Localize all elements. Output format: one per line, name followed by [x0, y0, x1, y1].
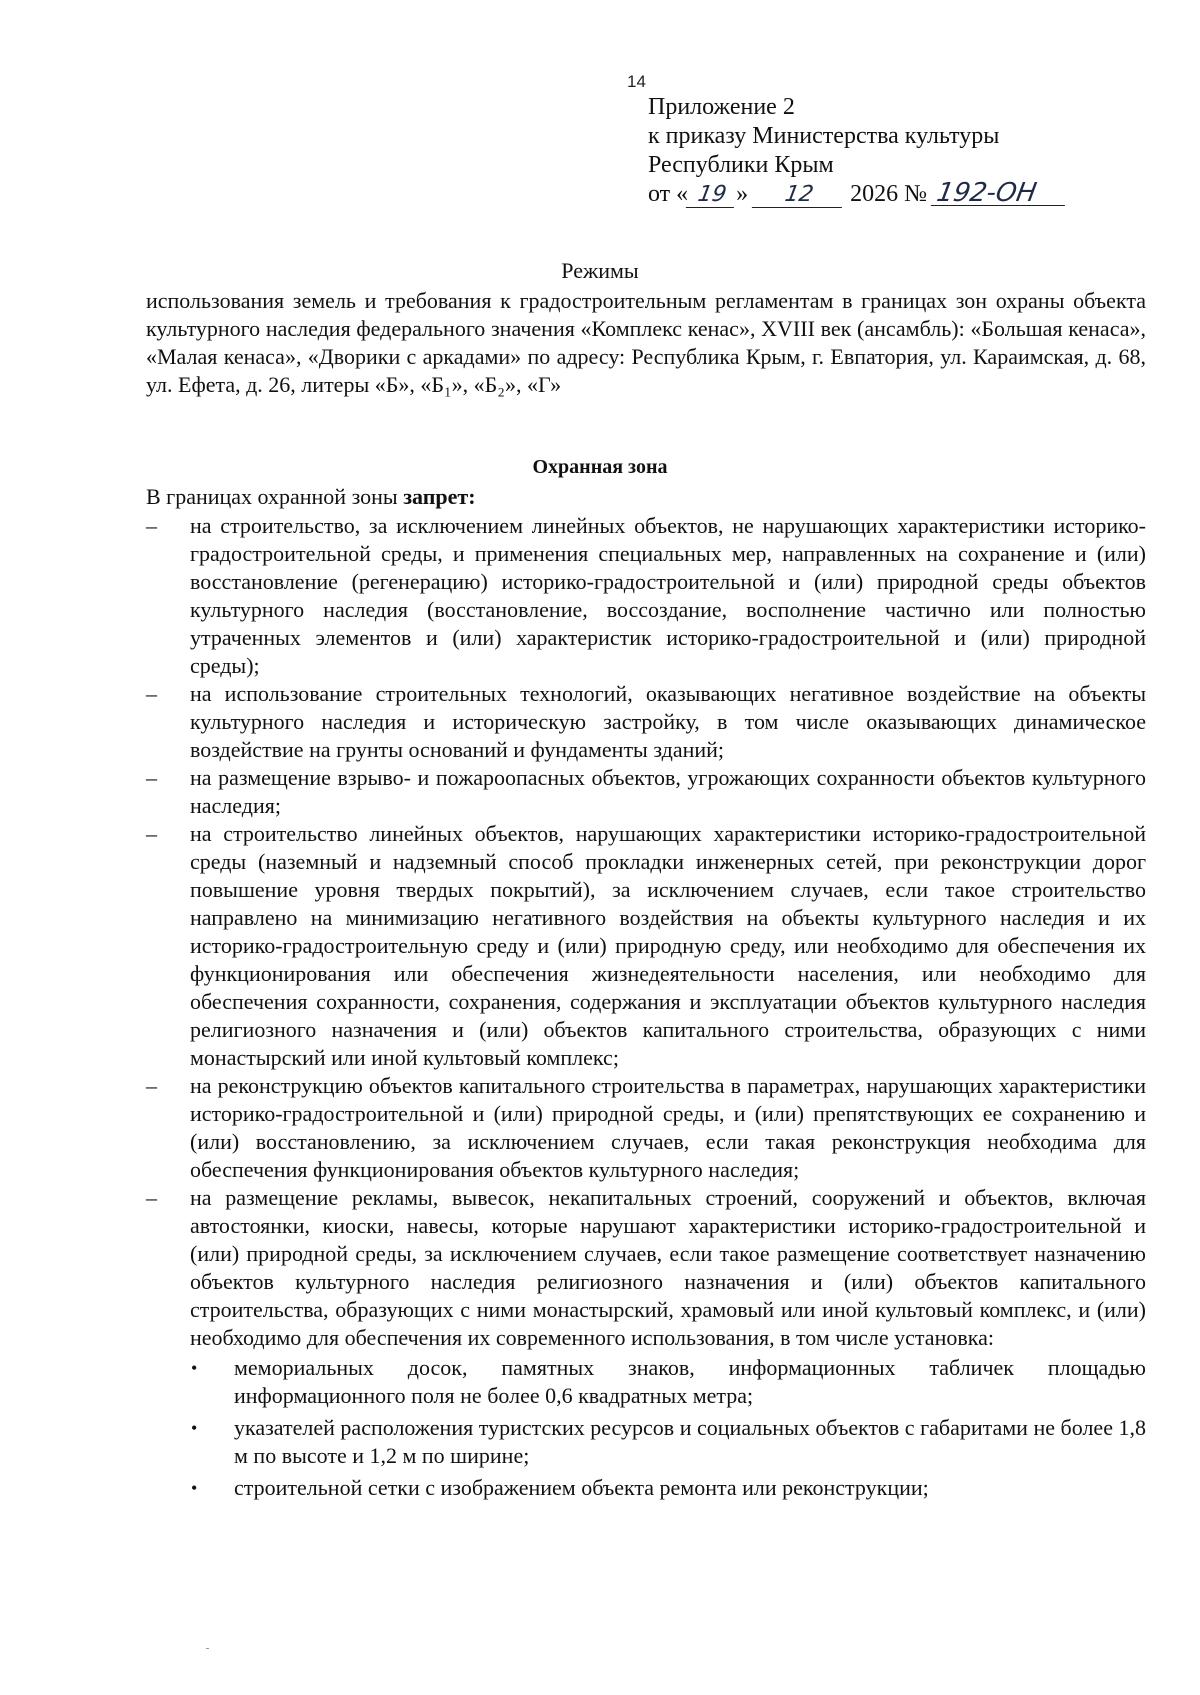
section-heading: Охранная зона — [532, 456, 668, 478]
date-prefix: от « — [648, 181, 689, 207]
order-number-handwritten: 192-ОН — [931, 181, 1069, 206]
list-item-text: на строительство, за исключением линейных объектов, не нарушающих характеристики историко-градостроительной среды, и применения специальных мер, направленных на сохранение и (или) восстановление (регенерацию) историко-градостроительной и (или) природной среды объектов культурного наследия (восстановление, воссоздание, восполнение частично или полностью утраченных элементов и (или) характеристик историко-градостроительной и (или) природной среды); — [190, 513, 1146, 678]
dash-marker: – — [146, 513, 157, 538]
date-day-handwritten: 19 — [686, 183, 738, 208]
list-item-text: на строительство линейных объектов, нарушающих характеристики историко-градостроительной среды (наземный и надземный способ прокладки инженерных сетей, при реконструкции дорог повышение уровня твердых покрытий), за исключением случаев, если такое строительство направлено на минимизацию негативного воздействия на объекты культурного наследия и их историко-градостроительную среду и (или) природную среду, или необходимо для обеспечения их функционирования или обеспечения жизнедеятельности населения, или необходимо для обеспечения сохранности, сохранения, содержания и эксплуатации объектов культурного наследия религиозного назначения и (или) объектов капитального строительства, образующих с ними монастырский или иной культовый комплекс; — [190, 821, 1146, 1070]
dash-marker: – — [146, 1073, 157, 1098]
date-year: 2026 № — [850, 181, 928, 207]
document-title: Режимы — [561, 258, 639, 283]
order-date-line — [648, 180, 1168, 209]
sublist-item-text: мемориальных досок, памятных знаков, информационных табличек площадью информационного поля не более 0,6 квадратных метра; — [234, 1355, 1146, 1408]
bullet-marker: • — [191, 1418, 198, 1438]
sublist-item — [190, 1354, 1146, 1410]
date-mid: » — [736, 181, 749, 207]
sublist-item — [190, 1474, 1146, 1502]
list-item-text: на использование строительных технологий, оказывающих негативное воздействие на объекты культурного наследия и историческую застройку, в том числе оказывающих динамическое воздействие на грунты оснований и фундаменты зданий; — [190, 681, 1146, 762]
intro-bold: запрет: — [403, 484, 476, 509]
list-item — [146, 512, 1146, 680]
order-reference: к приказу Министерства культуры — [648, 123, 1000, 149]
appendix-label: Приложение 2 — [648, 94, 795, 120]
document-title-body: использования земель и требования к градостроительным регламентам в границах зон охраны объекта культурного наследия федерального значения «Комплекс кенас», XVIII век (ансамбль): «Большая кенаса», «Малая кенаса», «Дворики с аркадами» по адресу: Республика Крым, г. Евпатория, ул. Караимская, д. 68, ул. Ефета, д. 26, литеры «Б», «Б₁», «Б₂», «Г» — [146, 288, 1146, 397]
prohibitions-list — [146, 512, 1146, 1506]
list-item-text: на реконструкцию объектов капитального строительства в параметрах, нарушающих характеристики историко-градостроительной и (или) природной среды, и (или) препятствующих ее сохранению и (или) восстановлению, за исключением случаев, если такая реконструкция необходима для обеспечения функционирования объектов культурного наследия; — [190, 1073, 1146, 1182]
list-item-text: на размещение взрыво- и пожароопасных объектов, угрожающих сохранности объектов культурного наследия; — [190, 765, 1146, 818]
republic-label: Республики Крым — [648, 152, 834, 178]
appendix-header — [648, 93, 1168, 209]
bullet-marker: • — [191, 1358, 198, 1378]
date-month-handwritten: 12 — [752, 183, 846, 208]
dash-marker: – — [146, 765, 157, 790]
dash-marker: – — [146, 681, 157, 706]
list-item — [146, 764, 1146, 820]
list-item — [146, 820, 1146, 1072]
list-item — [146, 1072, 1146, 1184]
list-item — [146, 1184, 1146, 1502]
sublist-item — [190, 1414, 1146, 1470]
list-item-text: на размещение рекламы, вывесок, некапитальных строений, сооружений и объектов, включая автостоянки, киоски, навесы, которые нарушают характеристики историко-градостроительной и (или) природной среды, за исключением случаев, если такое размещение соответствует назначению объектов культурного наследия религиозного назначения и (или) объектов капитального строительства, образующих с ними монастырский, храмовый или иной культовый комплекс, и (или) необходимо для обеспечения их современного использования, в том числе установка: — [190, 1185, 1146, 1350]
scan-artifact — [206, 1648, 209, 1649]
dash-marker: – — [146, 821, 157, 846]
sublist-item-text: указателей расположения туристских ресурсов и социальных объектов с габаритами не более 1,8 м по высоте и 1,2 м по ширине; — [234, 1415, 1146, 1468]
dash-marker: – — [146, 1185, 157, 1210]
sublist-item-text: строительной сетки с изображением объекта ремонта или реконструкции; — [234, 1475, 929, 1500]
list-item — [146, 680, 1146, 764]
installation-sublist — [190, 1354, 1146, 1502]
intro-text: В границах охранной зоны — [146, 484, 404, 509]
page-number: 14 — [627, 72, 646, 91]
intro-paragraph — [146, 483, 1146, 511]
bullet-marker: • — [191, 1478, 198, 1498]
